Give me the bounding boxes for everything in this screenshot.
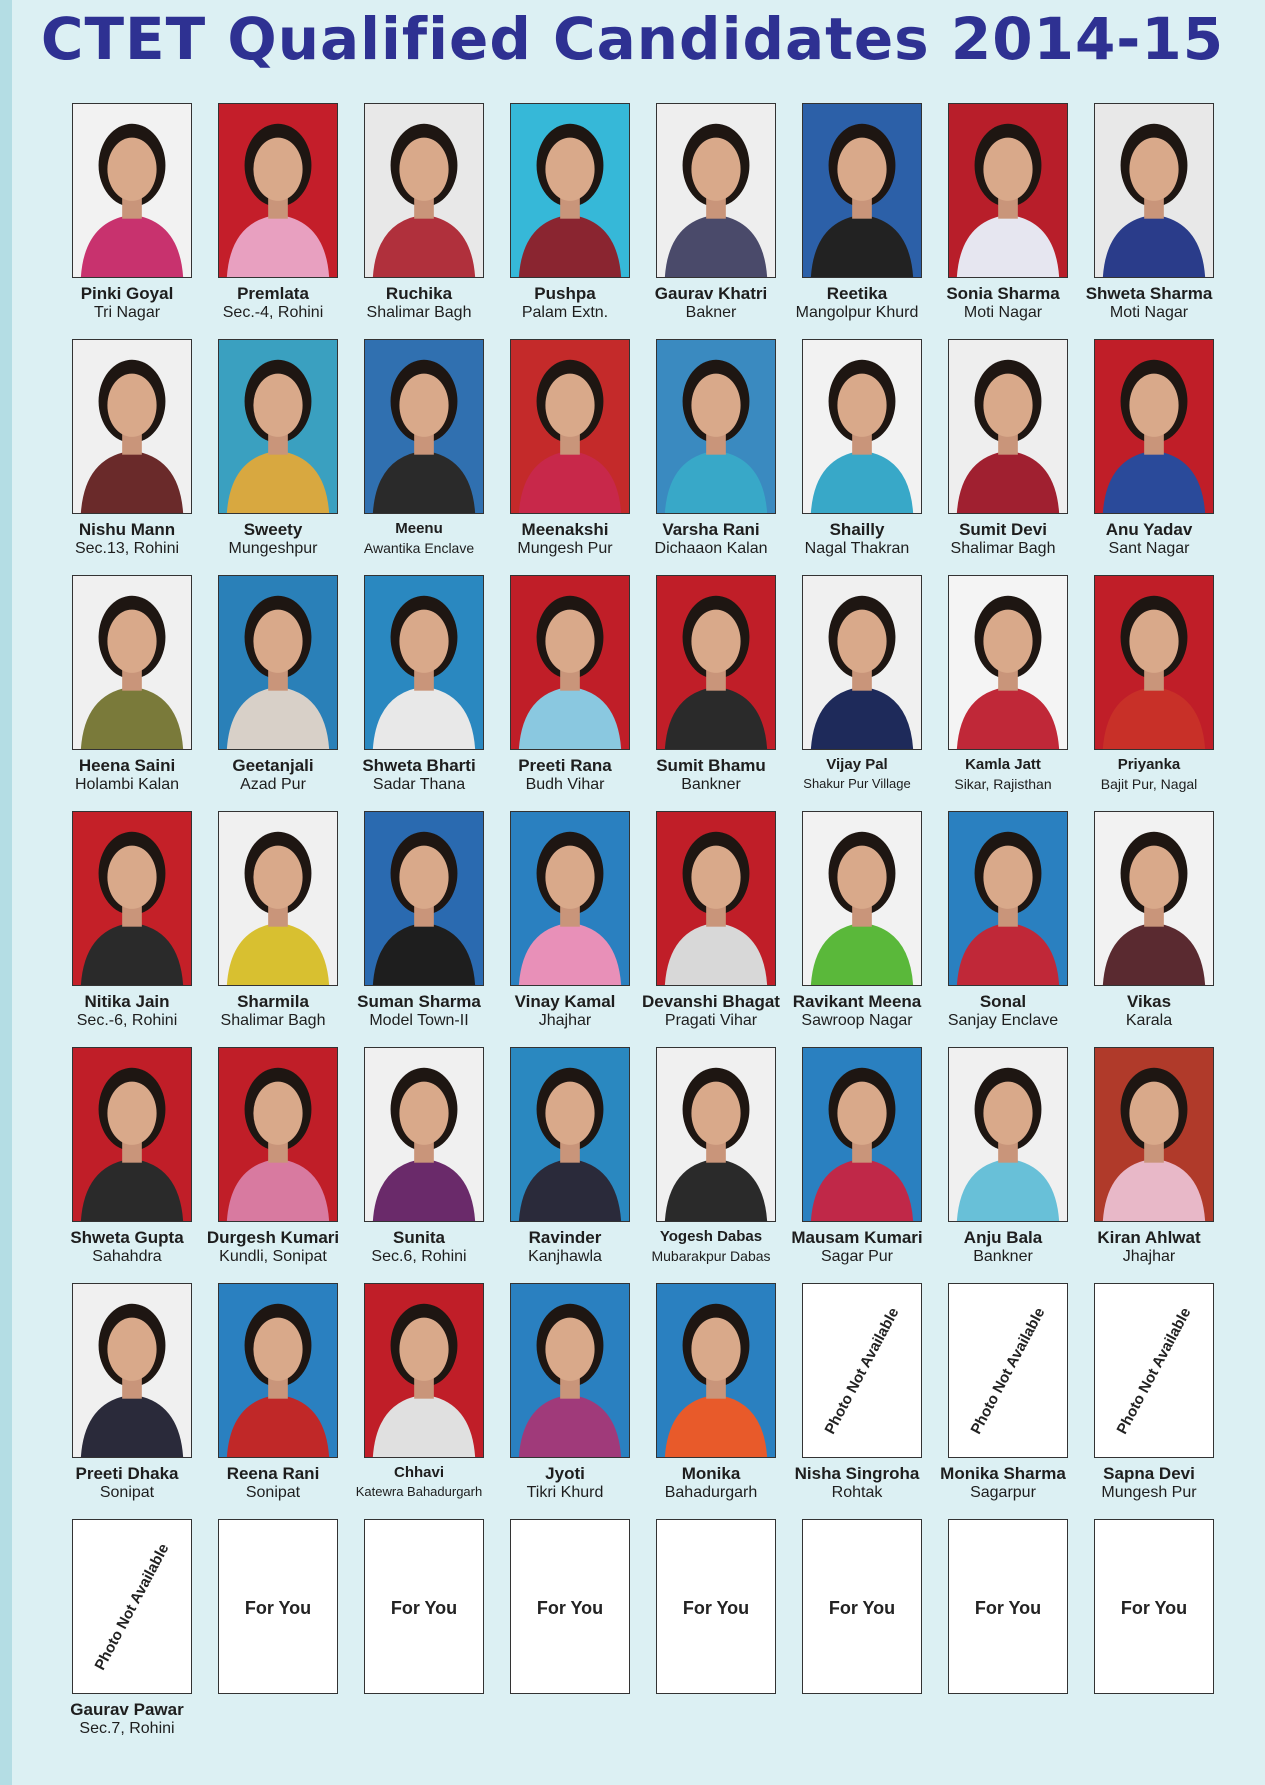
portrait-silhouette: [511, 576, 629, 749]
candidate-place: Model Town-II: [369, 1012, 469, 1029]
candidate-photo: [364, 811, 484, 986]
candidate-photo: [1094, 811, 1214, 986]
photo-placeholder: [802, 1283, 922, 1458]
candidate-place: Shakur Pur Village: [803, 776, 911, 791]
portrait-silhouette: [73, 340, 191, 513]
candidate-place: Bankner: [681, 776, 741, 793]
candidate-name: Sumit Bhamu: [656, 756, 766, 775]
candidate-place: Shalimar Bagh: [220, 1012, 326, 1029]
candidate-photo: [802, 339, 922, 514]
candidate-name: Meenakshi: [521, 520, 609, 539]
candidate-place: Sant Nagar: [1108, 540, 1190, 557]
candidate-card: [1077, 1515, 1221, 1751]
candidate-place: Budh Vihar: [525, 776, 605, 793]
for-you-label: For You: [244, 1598, 312, 1618]
candidate-card: [201, 99, 345, 335]
candidate-place: Katewra Bahadurgarh: [355, 1484, 483, 1499]
portrait-silhouette: [365, 340, 483, 513]
portrait-silhouette: [219, 1048, 337, 1221]
candidate-card: [785, 335, 929, 571]
portrait-silhouette: [511, 812, 629, 985]
portrait-silhouette: [803, 340, 921, 513]
candidate-card: [931, 1043, 1075, 1279]
portrait-silhouette: [219, 812, 337, 985]
photo-not-available-label: Photo Not Available: [1113, 1304, 1195, 1437]
candidate-name: Nisha Singroha: [794, 1464, 920, 1483]
candidate-card: [931, 335, 1075, 571]
candidate-name: Geetanjali: [232, 756, 314, 775]
portrait-silhouette: [657, 1048, 775, 1221]
candidate-card: [347, 807, 491, 1043]
candidate-photo: [510, 575, 630, 750]
candidate-card: [55, 335, 199, 571]
candidate-name: Preeti Dhaka: [75, 1464, 179, 1483]
candidate-photo: [656, 811, 776, 986]
candidate-place: Sawroop Nagar: [801, 1012, 913, 1029]
candidate-photo: [802, 103, 922, 278]
candidate-place: Bajit Pur, Nagal: [1100, 776, 1198, 792]
candidate-name: Pinki Goyal: [80, 284, 174, 303]
candidate-card: [493, 99, 637, 335]
candidate-photo: [948, 1047, 1068, 1222]
candidate-photo: [948, 575, 1068, 750]
candidate-place: Sec.7, Rohini: [79, 1720, 175, 1737]
candidate-card: [347, 571, 491, 807]
candidate-name: Sapna Devi: [1103, 1464, 1195, 1483]
candidate-place: Nagal Thakran: [804, 540, 910, 557]
for-you-label: For You: [828, 1598, 896, 1618]
candidate-card: [493, 1043, 637, 1279]
candidate-card: [55, 1043, 199, 1279]
portrait-silhouette: [949, 576, 1067, 749]
candidate-place: Sanjay Enclave: [947, 1012, 1059, 1029]
portrait-silhouette: [949, 340, 1067, 513]
candidate-photo: [72, 1047, 192, 1222]
candidate-name: Priyanka: [1117, 756, 1181, 773]
candidate-photo: [364, 575, 484, 750]
candidate-card: [639, 335, 783, 571]
candidate-name: Ravikant Meena: [792, 992, 922, 1011]
candidate-name: Anju Bala: [963, 1228, 1043, 1247]
candidate-place: Sec.-4, Rohini: [222, 304, 324, 321]
candidate-place: Sikar, Rajisthan: [954, 776, 1052, 792]
candidate-name: Anu Yadav: [1105, 520, 1193, 539]
candidate-card: [55, 807, 199, 1043]
candidate-name: Pushpa: [534, 284, 596, 303]
candidate-place: Bankner: [973, 1248, 1033, 1265]
portrait-silhouette: [365, 812, 483, 985]
portrait-silhouette: [1095, 104, 1213, 277]
candidate-photo: [72, 339, 192, 514]
portrait-silhouette: [657, 812, 775, 985]
candidate-place: Mungesh Pur: [517, 540, 613, 557]
candidate-place: Mangolpur Khurd: [795, 304, 919, 321]
candidate-place: Palam Extn.: [521, 304, 609, 321]
candidate-place: Jhajhar: [538, 1012, 592, 1029]
candidate-photo: [948, 339, 1068, 514]
portrait-silhouette: [1095, 1048, 1213, 1221]
for-you-label: For You: [536, 1598, 604, 1618]
candidate-photo: [364, 339, 484, 514]
candidate-name: Vikas: [1126, 992, 1172, 1011]
candidate-place: Sec.6, Rohini: [371, 1248, 467, 1265]
candidate-name: Premlata: [237, 284, 309, 303]
portrait-silhouette: [511, 104, 629, 277]
candidate-card: [347, 1515, 491, 1751]
photo-placeholder: [1094, 1283, 1214, 1458]
candidate-card: [201, 807, 345, 1043]
candidate-photo: [802, 1047, 922, 1222]
photo-placeholder: [948, 1283, 1068, 1458]
portrait-silhouette: [949, 1048, 1067, 1221]
candidate-card: [493, 571, 637, 807]
candidate-card: [931, 571, 1075, 807]
candidate-place: Sahahdra: [92, 1248, 162, 1265]
candidate-place: Sagarpur: [970, 1484, 1036, 1501]
candidate-card: [785, 807, 929, 1043]
candidate-name: Sonia Sharma: [946, 284, 1060, 303]
candidate-place: Sadar Thana: [372, 776, 466, 793]
portrait-silhouette: [1095, 576, 1213, 749]
portrait-silhouette: [803, 812, 921, 985]
candidate-name: Shweta Gupta: [70, 1228, 184, 1247]
candidate-card: [785, 571, 929, 807]
for-you-slot: [510, 1519, 630, 1694]
candidate-name: Meenu: [395, 520, 443, 537]
candidate-place: Karala: [1125, 1012, 1173, 1029]
candidate-name: Shweta Bharti: [362, 756, 476, 775]
candidate-photo: [948, 811, 1068, 986]
candidate-card: [347, 335, 491, 571]
candidate-photo: [218, 575, 338, 750]
candidate-name: Shailly: [829, 520, 885, 539]
candidate-place: Bahadurgarh: [664, 1484, 758, 1501]
portrait-silhouette: [657, 1284, 775, 1457]
candidate-card: [639, 99, 783, 335]
candidate-photo: [218, 103, 338, 278]
candidate-name: Monika Sharma: [940, 1464, 1066, 1483]
candidate-place: Kanjhawla: [528, 1248, 602, 1265]
candidate-card: [493, 1515, 637, 1751]
candidate-photo: [656, 575, 776, 750]
candidate-photo: [218, 811, 338, 986]
candidate-name: Sweety: [243, 520, 303, 539]
candidate-name: Reena Rani: [226, 1464, 320, 1483]
candidate-card: [1077, 1043, 1221, 1279]
candidate-name: Durgesh Kumari: [206, 1228, 340, 1247]
portrait-silhouette: [73, 1284, 191, 1457]
portrait-silhouette: [657, 340, 775, 513]
for-you-slot: [802, 1519, 922, 1694]
candidate-place: Sec.13, Rohini: [74, 540, 180, 557]
candidate-photo: [364, 103, 484, 278]
candidate-card: [201, 1043, 345, 1279]
candidate-photo: [510, 339, 630, 514]
portrait-silhouette: [219, 104, 337, 277]
candidate-card: [1077, 571, 1221, 807]
portrait-silhouette: [365, 1284, 483, 1457]
candidate-card: [931, 1279, 1075, 1515]
candidate-name: Nitika Jain: [84, 992, 170, 1011]
candidate-name: Sonal: [979, 992, 1027, 1011]
candidate-name: Ravinder: [528, 1228, 602, 1247]
candidate-card: [347, 99, 491, 335]
portrait-silhouette: [1095, 340, 1213, 513]
portrait-silhouette: [365, 104, 483, 277]
for-you-slot: [1094, 1519, 1214, 1694]
candidate-name: Sumit Devi: [959, 520, 1047, 539]
candidate-place: Mubarakpur Dabas: [651, 1248, 771, 1264]
portrait-silhouette: [657, 104, 775, 277]
candidate-card: [639, 1279, 783, 1515]
candidate-card: [201, 1515, 345, 1751]
candidate-place: Tri Nagar: [93, 304, 161, 321]
candidate-card: [785, 1515, 929, 1751]
candidate-name: Kamla Jatt: [965, 756, 1041, 773]
candidate-card: [785, 99, 929, 335]
candidate-photo: [802, 575, 922, 750]
candidate-photo: [218, 339, 338, 514]
candidate-name: Jyoti: [545, 1464, 585, 1483]
candidate-card: [201, 335, 345, 571]
portrait-silhouette: [73, 812, 191, 985]
candidate-card: [931, 99, 1075, 335]
candidate-card: [1077, 1279, 1221, 1515]
candidate-photo: [510, 1283, 630, 1458]
candidate-name: Monika: [681, 1464, 741, 1483]
candidate-place: Dichaaon Kalan: [654, 540, 768, 557]
candidate-name: Kiran Ahlwat: [1097, 1228, 1201, 1247]
left-edge-bar: [0, 0, 12, 1785]
photo-placeholder: [72, 1519, 192, 1694]
candidate-photo: [1094, 103, 1214, 278]
candidate-place: Rohtak: [831, 1484, 883, 1501]
candidate-photo: [948, 103, 1068, 278]
candidate-place: Moti Nagar: [963, 304, 1043, 321]
candidate-card: [785, 1279, 929, 1515]
candidate-name: Varsha Rani: [662, 520, 760, 539]
candidate-name: Sunita: [393, 1228, 445, 1247]
candidate-card: [931, 807, 1075, 1043]
candidate-photo: [656, 1047, 776, 1222]
candidate-photo: [72, 1283, 192, 1458]
candidate-place: Sonipat: [245, 1484, 301, 1501]
candidate-card: [639, 807, 783, 1043]
candidate-card: [639, 571, 783, 807]
candidate-name: Gaurav Pawar: [70, 1700, 184, 1719]
portrait-silhouette: [365, 1048, 483, 1221]
for-you-label: For You: [974, 1598, 1042, 1618]
candidate-photo: [510, 103, 630, 278]
candidate-place: Pragati Vihar: [664, 1012, 758, 1029]
candidate-photo: [510, 1047, 630, 1222]
candidate-photo: [656, 103, 776, 278]
candidate-card: [55, 1279, 199, 1515]
candidate-card: [55, 99, 199, 335]
candidate-card: [55, 1515, 199, 1751]
candidate-place: Sec.-6, Rohini: [76, 1012, 178, 1029]
candidate-name: Ruchika: [385, 284, 453, 303]
for-you-label: For You: [682, 1598, 750, 1618]
candidate-photo: [364, 1047, 484, 1222]
candidate-photo: [1094, 1047, 1214, 1222]
candidate-place: Mungesh Pur: [1101, 1484, 1197, 1501]
candidate-card: [1077, 335, 1221, 571]
candidate-place: Jhajhar: [1122, 1248, 1176, 1265]
portrait-silhouette: [803, 576, 921, 749]
portrait-silhouette: [511, 1048, 629, 1221]
candidate-name: Suman Sharma: [357, 992, 481, 1011]
candidate-name: Preeti Rana: [518, 756, 612, 775]
candidate-card: [1077, 99, 1221, 335]
candidate-card: [1077, 807, 1221, 1043]
for-you-slot: [656, 1519, 776, 1694]
candidate-place: Shalimar Bagh: [950, 540, 1056, 557]
photo-not-available-label: Photo Not Available: [821, 1304, 903, 1437]
candidate-photo: [218, 1283, 338, 1458]
candidate-card: [493, 335, 637, 571]
candidate-place: Sagar Pur: [820, 1248, 894, 1265]
for-you-label: For You: [390, 1598, 458, 1618]
portrait-silhouette: [219, 576, 337, 749]
photo-not-available-label: Photo Not Available: [91, 1540, 173, 1673]
candidate-place: Bakner: [685, 304, 737, 321]
for-you-slot: [948, 1519, 1068, 1694]
candidate-card: [785, 1043, 929, 1279]
candidate-card: [639, 1515, 783, 1751]
candidate-place: Tikri Khurd: [526, 1484, 604, 1501]
portrait-silhouette: [365, 576, 483, 749]
candidate-name: Nishu Mann: [78, 520, 176, 539]
candidate-name: Gaurav Khatri: [654, 284, 768, 303]
candidate-name: Vinay Kamal: [514, 992, 616, 1011]
candidate-card: [347, 1279, 491, 1515]
for-you-slot: [218, 1519, 338, 1694]
candidate-card: [931, 1515, 1075, 1751]
page-title: CTET Qualified Candidates 2014-15: [40, 5, 1225, 73]
candidate-card: [493, 807, 637, 1043]
candidate-photo: [1094, 575, 1214, 750]
portrait-silhouette: [73, 1048, 191, 1221]
photo-not-available-label: Photo Not Available: [967, 1304, 1049, 1437]
candidate-grid: [55, 99, 1221, 1751]
portrait-silhouette: [73, 576, 191, 749]
candidate-photo: [510, 811, 630, 986]
candidate-photo: [656, 1283, 776, 1458]
portrait-silhouette: [511, 340, 629, 513]
candidate-photo: [72, 575, 192, 750]
candidate-place: Mungeshpur: [228, 540, 318, 557]
portrait-silhouette: [657, 576, 775, 749]
portrait-silhouette: [219, 1284, 337, 1457]
candidate-place: Moti Nagar: [1109, 304, 1189, 321]
portrait-silhouette: [1095, 812, 1213, 985]
candidate-card: [201, 571, 345, 807]
candidate-name: Yogesh Dabas: [659, 1228, 763, 1245]
candidate-card: [347, 1043, 491, 1279]
candidate-card: [201, 1279, 345, 1515]
candidate-name: Vijay Pal: [826, 756, 888, 773]
candidate-name: Shweta Sharma: [1085, 284, 1213, 303]
candidate-card: [55, 571, 199, 807]
portrait-silhouette: [511, 1284, 629, 1457]
candidate-photo: [218, 1047, 338, 1222]
candidate-photo: [802, 811, 922, 986]
candidate-name: Reetika: [826, 284, 888, 303]
portrait-silhouette: [949, 812, 1067, 985]
candidate-photo: [656, 339, 776, 514]
candidate-photo: [364, 1283, 484, 1458]
candidate-photo: [72, 811, 192, 986]
for-you-slot: [364, 1519, 484, 1694]
candidate-name: Chhavi: [393, 1464, 444, 1481]
portrait-silhouette: [949, 104, 1067, 277]
candidate-card: [639, 1043, 783, 1279]
for-you-label: For You: [1120, 1598, 1188, 1618]
portrait-silhouette: [803, 104, 921, 277]
candidate-photo: [1094, 339, 1214, 514]
portrait-silhouette: [73, 104, 191, 277]
candidate-name: Sharmila: [237, 992, 309, 1011]
candidate-place: Awantika Enclave: [363, 540, 475, 556]
candidate-name: Devanshi Bhagat: [642, 992, 780, 1011]
candidate-photo: [72, 103, 192, 278]
candidate-name: Mausam Kumari: [791, 1228, 923, 1247]
candidate-place: Holambi Kalan: [74, 776, 180, 793]
candidate-place: Azad Pur: [240, 776, 306, 793]
candidate-card: [493, 1279, 637, 1515]
candidate-place: Kundli, Sonipat: [219, 1248, 327, 1265]
portrait-silhouette: [219, 340, 337, 513]
candidate-name: Heena Saini: [78, 756, 176, 775]
candidate-place: Sonipat: [99, 1484, 155, 1501]
candidate-place: Shalimar Bagh: [366, 304, 472, 321]
portrait-silhouette: [803, 1048, 921, 1221]
